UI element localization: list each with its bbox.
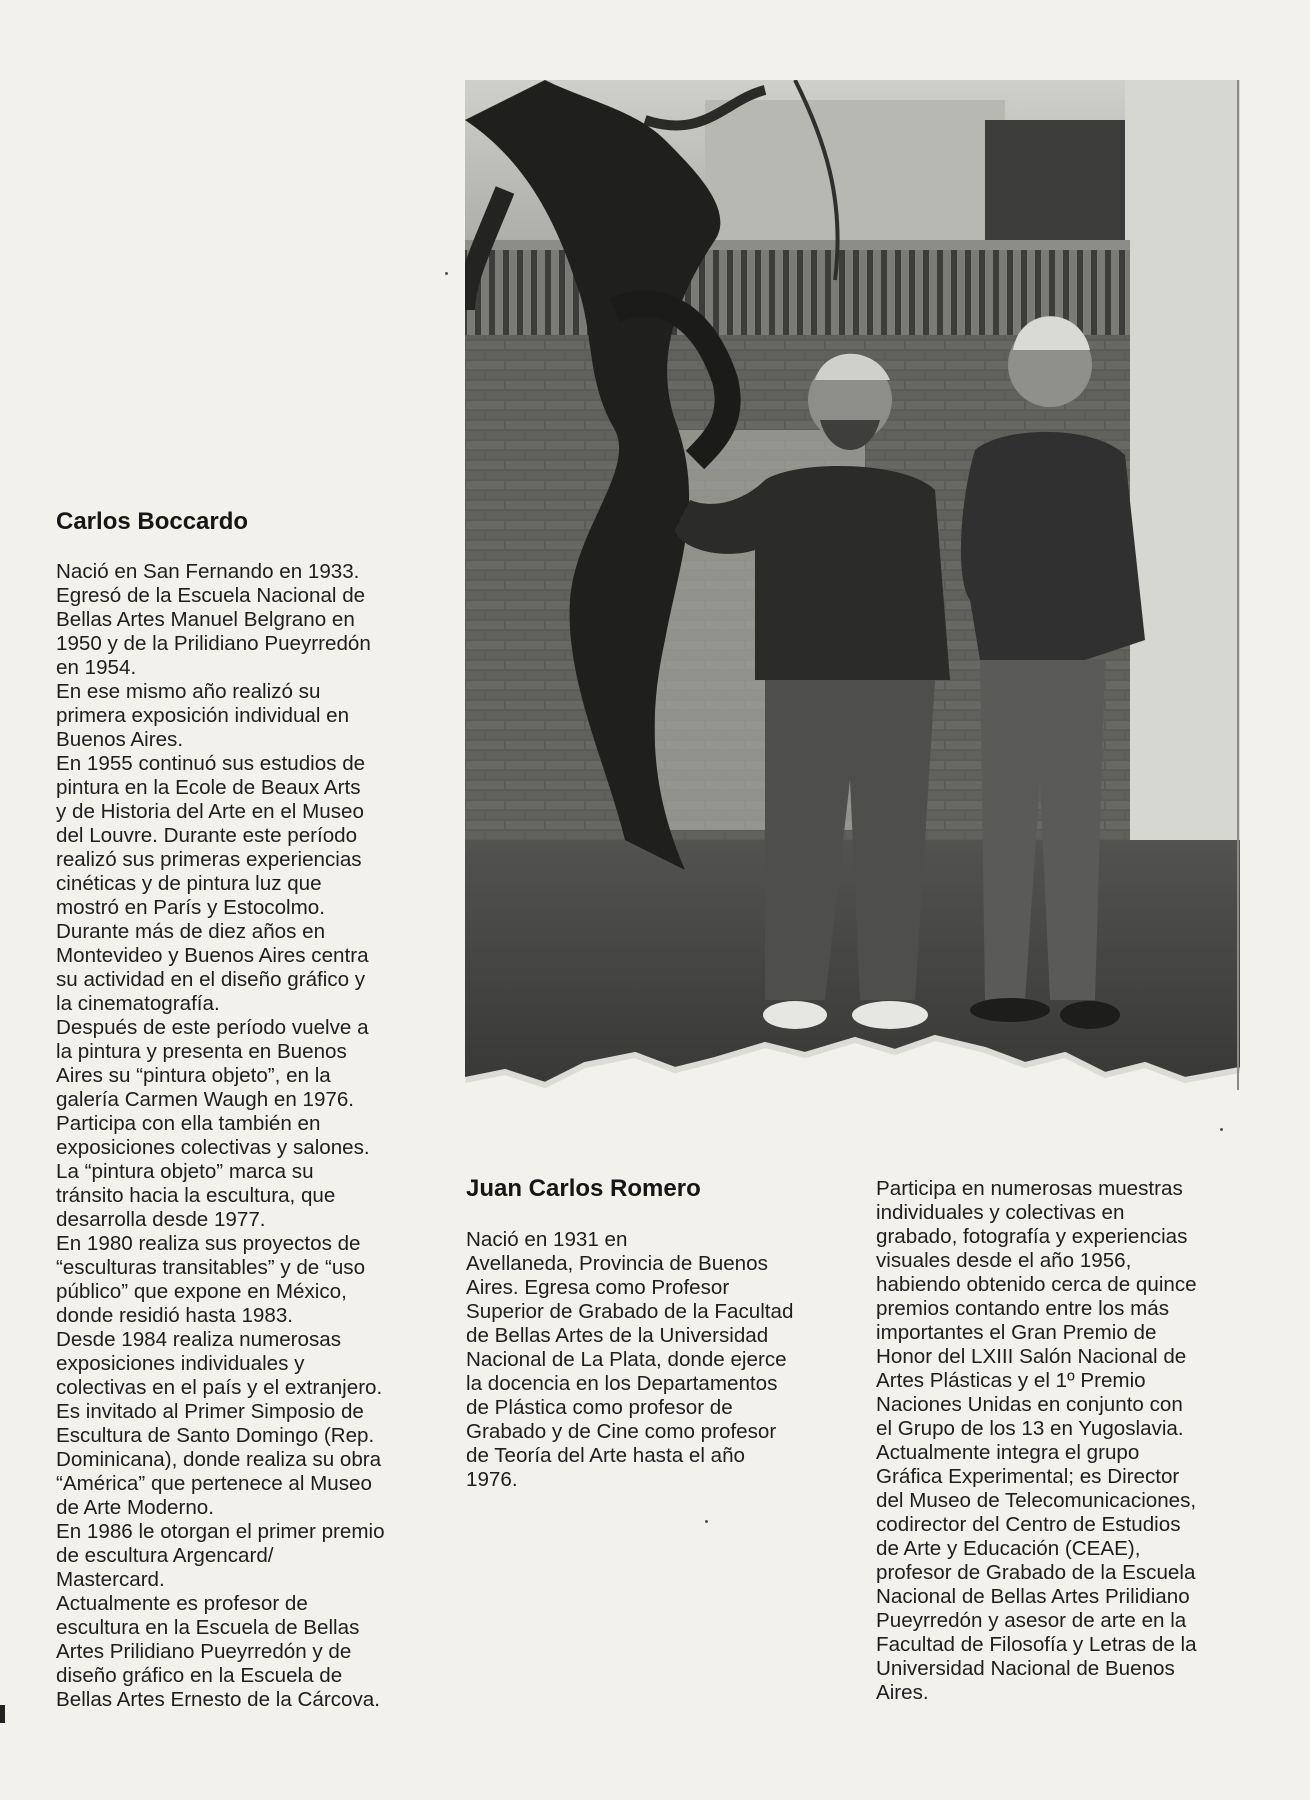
bio-line: público” que expone en México, (56, 1280, 347, 1303)
bio-juan-carlos-romero-continued (876, 1177, 1258, 1705)
bio-line: Artes Plásticas y el 1º Premio (876, 1369, 1146, 1392)
bio-line: Pueyrredón y asesor de arte en la (876, 1609, 1187, 1632)
bio-line: de Arte Moderno. (56, 1496, 214, 1519)
bio-line: del Museo de Telecomunicaciones, (876, 1489, 1197, 1512)
bio-line: premios contando entre los más (876, 1297, 1170, 1320)
bio-line: de Bellas Artes de la Universidad (466, 1324, 769, 1347)
bio-line: Nacional de La Plata, donde ejerce (466, 1348, 787, 1371)
bio-line: Egresó de la Escuela Nacional de (56, 584, 366, 607)
bio-line: exposiciones individuales y (56, 1352, 305, 1375)
bio-line: Participa con ella también en (56, 1112, 321, 1135)
bio-line: Bellas Artes Manuel Belgrano en (56, 608, 355, 631)
bio-line: Desde 1984 realiza numerosas (56, 1328, 342, 1351)
bio-line: Nació en 1931 en (466, 1228, 628, 1251)
bio-line: la pintura y presenta en Buenos (56, 1040, 347, 1063)
bio-carlos-boccardo (56, 560, 438, 1712)
bio-line: Honor del LXIII Salón Nacional de (876, 1345, 1187, 1368)
bio-line: visuales desde el año 1956, (876, 1249, 1132, 1272)
bio-line: diseño gráfico en la Escuela de (56, 1664, 343, 1687)
bio-line: galería Carmen Waugh en 1976. (56, 1088, 355, 1111)
bio-line: La “pintura objeto” marca su (56, 1160, 314, 1183)
bio-line: habiendo obtenido cerca de quince (876, 1273, 1197, 1296)
bio-line: Dominicana), donde realiza su obra (56, 1448, 382, 1471)
bio-line: En 1955 continuó sus estudios de (56, 752, 366, 775)
heading-juan-carlos-romero: Juan Carlos Romero (466, 1175, 701, 1202)
bio-line: Después de este período vuelve a (56, 1016, 369, 1039)
bio-line: grabado, fotografía y experiencias (876, 1225, 1188, 1248)
bio-line: la docencia en los Departamentos (466, 1372, 778, 1395)
bio-line: Actualmente es profesor de (56, 1592, 308, 1615)
paper-speck (705, 1520, 708, 1523)
bio-line: 1976. (466, 1468, 518, 1491)
bio-line: “América” que pertenece al Museo (56, 1472, 372, 1495)
bio-line: En 1980 realiza sus proyectos de (56, 1232, 361, 1255)
bio-line: Aires su “pintura objeto”, en la (56, 1064, 331, 1087)
photo-two-artists (465, 80, 1240, 1136)
bio-line: Nacional de Bellas Artes Prilidiano (876, 1585, 1190, 1608)
bio-line: Nació en San Fernando en 1933. (56, 560, 360, 583)
bio-line: exposiciones colectivas y salones. (56, 1136, 370, 1159)
bio-line: Naciones Unidas en conjunto con (876, 1393, 1183, 1416)
bio-line: de Teoría del Arte hasta el año (466, 1444, 745, 1467)
bio-line: individuales y colectivas en (876, 1201, 1125, 1224)
bio-line: colectivas en el país y el extranjero. (56, 1376, 383, 1399)
bio-line: Grabado y de Cine como profesor (466, 1420, 777, 1443)
bio-line: de escultura Argencard/ (56, 1544, 274, 1567)
bio-line: Actualmente integra el grupo (876, 1441, 1140, 1464)
bio-line: primera exposición individual en (56, 704, 350, 727)
photo-illustration (465, 80, 1240, 1136)
bio-line: “esculturas transitables” y de “uso (56, 1256, 366, 1279)
photo-edge-line (1237, 80, 1239, 1090)
bio-line: Durante más de diez años en (56, 920, 326, 943)
bio-line: Avellaneda, Provincia de Buenos (466, 1252, 768, 1275)
bio-line: la cinematografía. (56, 992, 220, 1015)
bio-line: pintura en la Ecole de Beaux Arts (56, 776, 361, 799)
bio-line: profesor de Grabado de la Escuela (876, 1561, 1196, 1584)
bio-line: codirector del Centro de Estudios (876, 1513, 1181, 1536)
edge-mark (0, 1705, 5, 1723)
bio-line: 1950 y de la Prilidiano Pueyrredón (56, 632, 371, 655)
bio-line: mostró en París y Estocolmo. (56, 896, 325, 919)
bio-line: desarrolla desde 1977. (56, 1208, 266, 1231)
bio-line: Bellas Artes Ernesto de la Cárcova. (56, 1688, 380, 1711)
bio-line: cinéticas y de pintura luz que (56, 872, 322, 895)
bio-line: importantes el Gran Premio de (876, 1321, 1157, 1344)
bio-line: Universidad Nacional de Buenos (876, 1657, 1175, 1680)
bio-line: Participa en numerosas muestras (876, 1177, 1183, 1200)
paper-speck (445, 272, 448, 275)
bio-line: el Grupo de los 13 en Yugoslavia. (876, 1417, 1184, 1440)
bio-line: Artes Prilidiano Pueyrredón y de (56, 1640, 352, 1663)
paper-speck (1220, 1128, 1223, 1131)
bio-line: Montevideo y Buenos Aires centra (56, 944, 369, 967)
bio-line: Aires. Egresa como Profesor (466, 1276, 730, 1299)
bio-line: Buenos Aires. (56, 728, 184, 751)
bio-line: Es invitado al Primer Simposio de (56, 1400, 364, 1423)
bio-line: realizó sus primeras experiencias (56, 848, 362, 871)
bio-line: Facultad de Filosofía y Letras de la (876, 1633, 1197, 1656)
bio-line: Superior de Grabado de la Facultad (466, 1300, 794, 1323)
bio-line: del Louvre. Durante este período (56, 824, 358, 847)
bio-line: de Plástica como profesor de (466, 1396, 733, 1419)
bio-line: en 1954. (56, 656, 137, 679)
heading-carlos-boccardo: Carlos Boccardo (56, 508, 249, 535)
bio-line: escultura en la Escuela de Bellas (56, 1616, 360, 1639)
bio-line: Mastercard. (56, 1568, 165, 1591)
bio-line: Gráfica Experimental; es Director (876, 1465, 1180, 1488)
bio-line: donde residió hasta 1983. (56, 1304, 294, 1327)
bio-line: En 1986 le otorgan el primer premio (56, 1520, 385, 1543)
bio-line: Escultura de Santo Domingo (Rep. (56, 1424, 375, 1447)
bio-line: tránsito hacia la escultura, que (56, 1184, 336, 1207)
bio-line: su actividad en el diseño gráfico y (56, 968, 366, 991)
bio-line: de Arte y Educación (CEAE), (876, 1537, 1141, 1560)
bio-line: En ese mismo año realizó su (56, 680, 321, 703)
bio-juan-carlos-romero (466, 1228, 846, 1492)
bio-line: Aires. (876, 1681, 929, 1704)
bio-line: y de Historia del Arte en el Museo (56, 800, 364, 823)
